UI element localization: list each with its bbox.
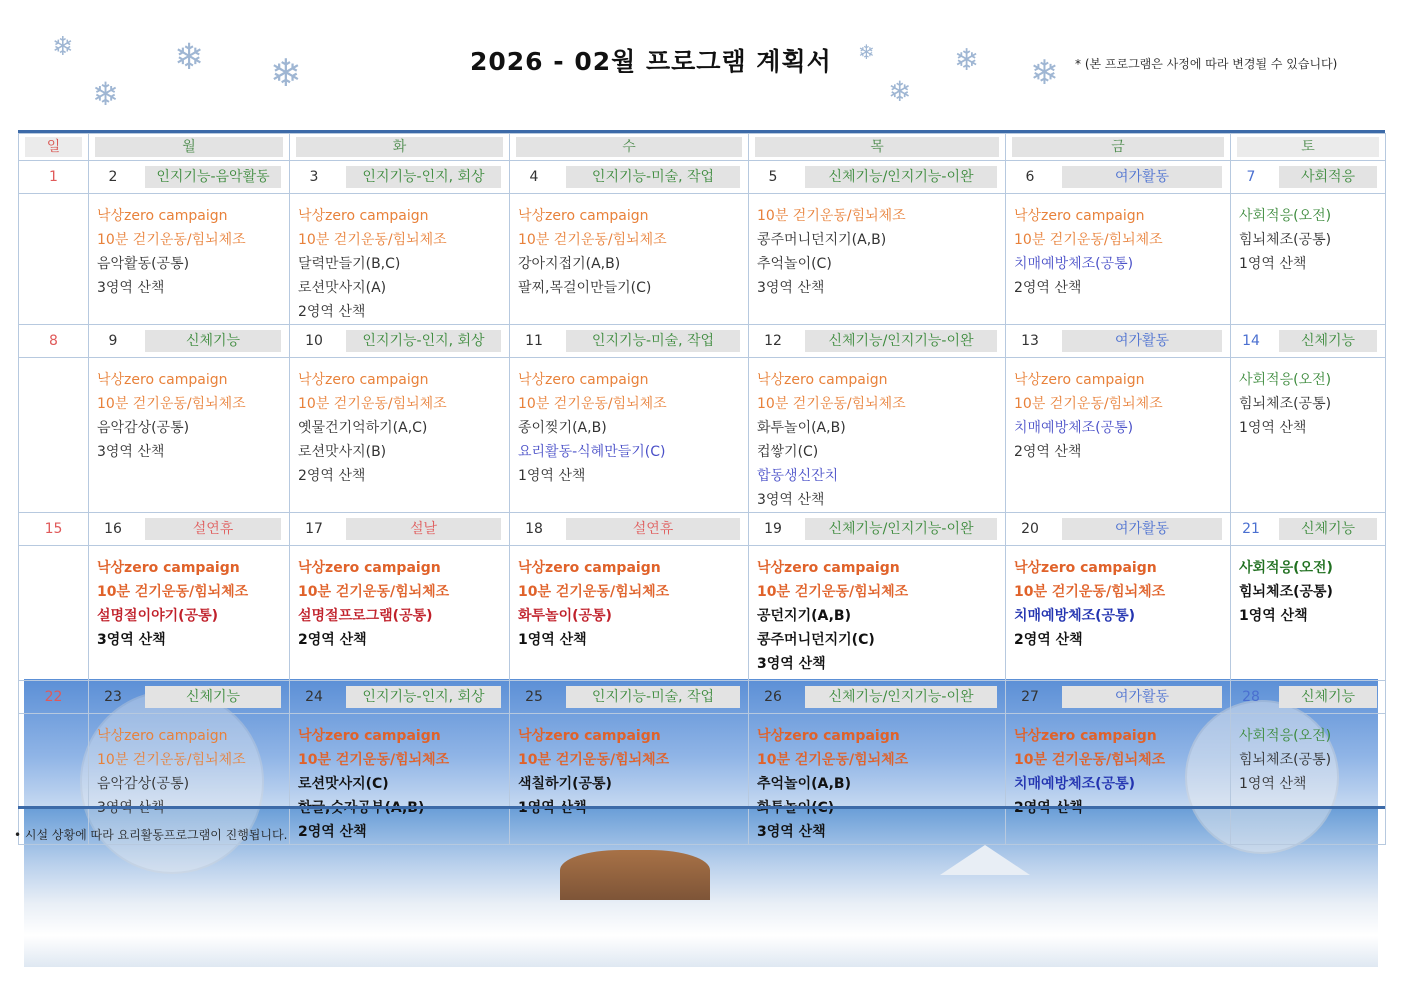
program-list — [749, 714, 1005, 844]
program-cell — [19, 358, 89, 513]
date-cell — [290, 161, 510, 194]
date-cell — [749, 513, 1006, 546]
program-cell — [510, 546, 749, 681]
date-row — [19, 681, 1386, 714]
program-item: 힘뇌체조(공통) — [1239, 584, 1333, 600]
date-number: 22 — [44, 689, 63, 705]
date-cell — [19, 161, 89, 194]
program-item: 낙상zero campaign — [97, 728, 228, 744]
program-list — [89, 714, 289, 820]
change-notice: * (본 프로그램은 사정에 따라 변경될 수 있습니다) — [1075, 57, 1338, 71]
date-cell — [290, 681, 510, 714]
category-label: 인지기능-미술, 작업 — [566, 166, 740, 188]
program-list — [1231, 194, 1385, 276]
program-item: 팔찌,목걸이만들기(C) — [518, 280, 652, 296]
weekday-header — [749, 134, 1006, 161]
weekday-header — [1006, 134, 1231, 161]
program-item: 색칠하기(공통) — [518, 776, 612, 792]
date-number: 1 — [49, 169, 58, 185]
snowflake-icon: ❄ — [888, 75, 912, 108]
date-cell — [749, 325, 1006, 358]
program-item: 10분 걷기운동/힘뇌체조 — [298, 752, 450, 768]
category-label: 인지기능-인지, 회상 — [346, 166, 501, 188]
category-label: 신체기능/인지기능-이완 — [805, 518, 997, 540]
snowflake-icon: ❄ — [174, 37, 205, 78]
program-item: 10분 걷기운동/힘뇌체조 — [757, 752, 909, 768]
program-row — [19, 546, 1386, 681]
program-list — [1231, 714, 1385, 796]
program-cell — [89, 714, 290, 845]
program-list — [510, 546, 748, 652]
program-item: 치매예방체조(공통) — [1014, 608, 1135, 624]
date-cell — [1231, 513, 1386, 546]
program-item: 3영역 산책 — [757, 280, 825, 296]
program-item: 강아지접기(A,B) — [518, 256, 621, 272]
program-item: 합동생신잔치 — [757, 468, 839, 484]
program-list — [510, 194, 748, 300]
date-number: 19 — [764, 521, 782, 537]
program-cell — [510, 358, 749, 513]
program-list — [1006, 546, 1230, 652]
weekday-label: 화 — [296, 137, 503, 157]
category-label: 신체기능 — [1279, 518, 1377, 540]
date-cell — [1006, 325, 1231, 358]
date-cell — [19, 513, 89, 546]
program-item: 화투놀이(A,B) — [757, 420, 846, 436]
program-cell — [19, 194, 89, 325]
program-row — [19, 358, 1386, 513]
program-item: 10분 걷기운동/힘뇌체조 — [97, 396, 246, 412]
date-row — [19, 513, 1386, 546]
program-cell — [749, 714, 1006, 845]
program-item: 10분 걷기운동/힘뇌체조 — [1014, 396, 1163, 412]
weekday-label: 일 — [25, 137, 82, 157]
date-number: 3 — [309, 169, 319, 185]
program-list — [1231, 358, 1385, 440]
program-list — [1006, 714, 1230, 820]
category-label: 인지기능-인지, 회상 — [346, 686, 501, 708]
category-label: 신체기능/인지기능-이완 — [805, 330, 997, 352]
date-cell — [1231, 161, 1386, 194]
program-item: 2영역 산책 — [298, 632, 367, 648]
date-cell — [510, 681, 749, 714]
date-cell — [89, 161, 290, 194]
program-list — [19, 358, 88, 368]
program-item: 10분 걷기운동/힘뇌체조 — [757, 584, 909, 600]
program-cell — [290, 546, 510, 681]
snowflake-icon: ❄ — [1030, 53, 1059, 93]
category-label: 신체기능 — [145, 686, 281, 708]
program-cell — [290, 714, 510, 845]
program-item: 10분 걷기운동/힘뇌체조 — [298, 232, 447, 248]
date-number: 26 — [764, 689, 782, 705]
program-list — [749, 194, 1005, 300]
program-item: 치매예방체조(공통) — [1014, 256, 1134, 272]
program-item: 힘뇌체조(공통) — [1239, 232, 1332, 248]
date-cell — [1006, 161, 1231, 194]
program-cell — [1006, 194, 1231, 325]
program-item: 1영역 산책 — [1239, 608, 1308, 624]
program-cell — [1006, 714, 1231, 845]
category-label: 설연휴 — [566, 518, 740, 540]
date-cell — [19, 681, 89, 714]
footnote: • 시설 상황에 따라 요리활동프로그램이 진행됩니다. — [14, 828, 288, 842]
program-item: 치매예방체조(공통) — [1014, 776, 1135, 792]
program-item: 낙상zero campaign — [518, 728, 661, 744]
category-label: 설날 — [346, 518, 501, 540]
program-cell — [1231, 714, 1386, 845]
program-item: 10분 걷기운동/힘뇌체조 — [97, 752, 246, 768]
date-cell — [89, 513, 290, 546]
program-item: 콩주머니던지기(C) — [757, 632, 875, 648]
program-cell — [749, 194, 1006, 325]
program-item: 2영역 산책 — [1014, 280, 1082, 296]
snowflake-icon: ❄ — [858, 40, 875, 64]
program-item: 음악활동(공통) — [97, 256, 190, 272]
program-item: 10분 걷기운동/힘뇌체조 — [518, 232, 667, 248]
program-item: 2영역 산책 — [298, 824, 367, 840]
program-item: 2영역 산책 — [298, 468, 366, 484]
program-item: 낙상zero campaign — [518, 560, 661, 576]
program-item: 설명절프로그램(공통) — [298, 608, 433, 624]
weekday-header — [1231, 134, 1386, 161]
program-row — [19, 194, 1386, 325]
program-item: 2영역 산책 — [1014, 632, 1083, 648]
date-number: 17 — [305, 521, 323, 537]
category-label: 신체기능 — [1279, 686, 1377, 708]
date-cell — [1006, 513, 1231, 546]
program-item: 3영역 산책 — [97, 444, 165, 460]
program-cell — [89, 194, 290, 325]
date-number: 11 — [525, 333, 543, 349]
category-label: 설연휴 — [145, 518, 281, 540]
program-list — [1006, 358, 1230, 464]
program-item: 사회적응(오전) — [1239, 728, 1332, 744]
date-number: 28 — [1242, 689, 1260, 705]
date-number: 21 — [1242, 521, 1260, 537]
program-item: 추억놀이(A,B) — [757, 776, 851, 792]
program-item: 낙상zero campaign — [1014, 208, 1145, 224]
date-cell — [749, 681, 1006, 714]
program-item: 낙상zero campaign — [757, 728, 900, 744]
program-cell — [1231, 546, 1386, 681]
program-item: 사회적응(오전) — [1239, 560, 1333, 576]
program-cell — [1231, 194, 1386, 325]
category-label: 여가활동 — [1062, 166, 1222, 188]
program-cell — [1006, 546, 1231, 681]
program-list — [290, 714, 509, 844]
weekday-header — [89, 134, 290, 161]
date-number: 7 — [1246, 169, 1256, 185]
program-item: 달력만들기(B,C) — [298, 256, 401, 272]
program-item: 옛물건기억하기(A,C) — [298, 420, 428, 436]
calendar-table — [18, 133, 1386, 845]
date-number: 4 — [529, 169, 539, 185]
program-item: 사회적응(오전) — [1239, 372, 1332, 388]
program-item: 10분 걷기운동/힘뇌체조 — [518, 396, 667, 412]
category-label: 여가활동 — [1062, 686, 1222, 708]
program-cell — [1006, 358, 1231, 513]
program-item: 공던지기(A,B) — [757, 608, 851, 624]
snowflake-icon: ❄ — [92, 75, 119, 113]
program-item: 음악감상(공통) — [97, 420, 190, 436]
program-list — [19, 546, 88, 556]
date-cell — [1006, 681, 1231, 714]
date-number: 6 — [1025, 169, 1035, 185]
program-item: 힘뇌체조(공통) — [1239, 396, 1332, 412]
program-item: 3영역 산책 — [97, 280, 165, 296]
date-number: 14 — [1242, 333, 1260, 349]
program-item: 추억놀이(C) — [757, 256, 832, 272]
program-list — [290, 358, 509, 488]
weekday-header — [510, 134, 749, 161]
category-label: 사회적응 — [1279, 166, 1377, 188]
weekday-header-row — [19, 134, 1386, 161]
date-number: 25 — [525, 689, 543, 705]
category-label: 인지기능-미술, 작업 — [566, 330, 740, 352]
program-item: 낙상zero campaign — [518, 208, 649, 224]
program-cell — [510, 194, 749, 325]
program-item: 낙상zero campaign — [757, 560, 900, 576]
snowflake-icon: ❄ — [270, 51, 302, 95]
program-cell — [749, 546, 1006, 681]
program-item: 3영역 산책 — [757, 492, 825, 508]
date-cell — [89, 325, 290, 358]
mountain-image — [940, 845, 1030, 875]
program-item: 요리활동-식혜만들기(C) — [518, 444, 666, 460]
program-cell — [89, 546, 290, 681]
program-cell — [510, 714, 749, 845]
program-list — [510, 358, 748, 488]
program-item: 3영역 산책 — [97, 632, 166, 648]
program-item: 낙상zero campaign — [1014, 560, 1157, 576]
program-item: 1영역 산책 — [518, 632, 587, 648]
date-number: 20 — [1021, 521, 1039, 537]
program-item: 1영역 산책 — [1239, 776, 1307, 792]
weekday-label: 목 — [755, 137, 999, 157]
program-item: 10분 걷기운동/힘뇌체조 — [1014, 232, 1163, 248]
tree-line-image — [560, 850, 710, 900]
program-cell — [89, 358, 290, 513]
program-item: 10분 걷기운동/힘뇌체조 — [298, 396, 447, 412]
program-item: 설명절이야기(공통) — [97, 608, 218, 624]
weekday-header — [19, 134, 89, 161]
program-item: 사회적응(오전) — [1239, 208, 1332, 224]
program-item: 화투놀이(공통) — [518, 608, 612, 624]
program-list — [290, 546, 509, 652]
date-cell — [19, 325, 89, 358]
date-cell — [510, 325, 749, 358]
program-cell — [290, 194, 510, 325]
program-cell — [1231, 358, 1386, 513]
program-list — [749, 358, 1005, 512]
program-list — [19, 714, 88, 724]
category-label: 신체기능 — [145, 330, 281, 352]
date-cell — [290, 325, 510, 358]
program-item: 10분 걷기운동/힘뇌체조 — [97, 232, 246, 248]
weekday-label: 토 — [1237, 137, 1379, 157]
category-label: 여가활동 — [1062, 330, 1222, 352]
program-item: 10분 걷기운동/힘뇌체조 — [757, 208, 906, 224]
program-item: 1영역 산책 — [1239, 256, 1307, 272]
program-item: 낙상zero campaign — [1014, 372, 1145, 388]
program-list — [89, 358, 289, 464]
program-row — [19, 714, 1386, 845]
program-item: 2영역 산책 — [1014, 444, 1082, 460]
category-label: 신체기능/인지기능-이완 — [805, 166, 997, 188]
date-number: 23 — [104, 689, 122, 705]
date-number: 13 — [1021, 333, 1039, 349]
program-list — [89, 546, 289, 652]
category-label: 인지기능-인지, 회상 — [346, 330, 501, 352]
category-label: 신체기능/인지기능-이완 — [805, 686, 997, 708]
program-item: 낙상zero campaign — [97, 208, 228, 224]
program-item: 낙상zero campaign — [97, 372, 228, 388]
program-list — [290, 194, 509, 324]
date-cell — [510, 513, 749, 546]
weekday-label: 월 — [95, 137, 283, 157]
program-item: 10분 걷기운동/힘뇌체조 — [97, 584, 249, 600]
program-item: 낙상zero campaign — [757, 372, 888, 388]
program-cell — [290, 358, 510, 513]
category-label: 신체기능 — [1279, 330, 1377, 352]
program-item: 1영역 산책 — [1239, 420, 1307, 436]
date-row — [19, 325, 1386, 358]
program-item: 1영역 산책 — [518, 468, 586, 484]
program-list — [19, 194, 88, 204]
program-item: 치매예방체조(공통) — [1014, 420, 1134, 436]
date-number: 2 — [108, 169, 118, 185]
category-label: 인지기능-음악활동 — [145, 166, 281, 188]
date-cell — [1231, 325, 1386, 358]
program-item: 낙상zero campaign — [298, 372, 429, 388]
date-number: 24 — [305, 689, 323, 705]
date-number: 9 — [108, 333, 118, 349]
category-label: 여가활동 — [1062, 518, 1222, 540]
page-title: 2026 - 02월 프로그램 계획서 — [470, 47, 832, 76]
date-number: 10 — [305, 333, 323, 349]
program-item: 콩주머니던지기(A,B) — [757, 232, 887, 248]
program-list — [1006, 194, 1230, 300]
program-item: 로션맛사지(A) — [298, 280, 387, 296]
program-item: 2영역 산책 — [298, 304, 366, 320]
date-cell — [510, 161, 749, 194]
program-item: 3영역 산책 — [757, 656, 826, 672]
weekday-label: 수 — [516, 137, 742, 157]
table-bottom-rule — [18, 806, 1385, 809]
date-number: 8 — [49, 333, 58, 349]
program-cell — [749, 358, 1006, 513]
program-list — [749, 546, 1005, 676]
program-list — [510, 714, 748, 820]
program-item: 10분 걷기운동/힘뇌체조 — [757, 396, 906, 412]
snowflake-icon: ❄ — [954, 43, 980, 78]
calendar-body — [19, 161, 1386, 845]
program-item: 로션맛사지(B) — [298, 444, 387, 460]
program-item: 10분 걷기운동/힘뇌체조 — [518, 584, 670, 600]
program-item: 음악감상(공통) — [97, 776, 190, 792]
category-label: 인지기능-미술, 작업 — [566, 686, 740, 708]
program-item: 10분 걷기운동/힘뇌체조 — [518, 752, 670, 768]
program-item: 10분 걷기운동/힘뇌체조 — [1014, 752, 1166, 768]
program-item: 낙상zero campaign — [97, 560, 240, 576]
program-item: 낙상zero campaign — [1014, 728, 1157, 744]
program-item: 낙상zero campaign — [298, 208, 429, 224]
program-item: 로션맛사지(C) — [298, 776, 389, 792]
program-item: 낙상zero campaign — [298, 728, 441, 744]
program-cell — [19, 546, 89, 681]
date-number: 12 — [764, 333, 782, 349]
date-cell — [1231, 681, 1386, 714]
date-number: 15 — [44, 521, 63, 537]
program-item: 힘뇌체조(공통) — [1239, 752, 1332, 768]
program-item: 10분 걷기운동/힘뇌체조 — [1014, 584, 1166, 600]
date-number: 27 — [1021, 689, 1039, 705]
program-item: 컵쌓기(C) — [757, 444, 819, 460]
program-list — [89, 194, 289, 300]
date-number: 16 — [104, 521, 122, 537]
program-list — [1231, 546, 1385, 628]
program-item: 10분 걷기운동/힘뇌체조 — [298, 584, 450, 600]
date-cell — [749, 161, 1006, 194]
date-cell — [290, 513, 510, 546]
date-cell — [89, 681, 290, 714]
program-item: 낙상zero campaign — [518, 372, 649, 388]
snowflake-icon: ❄ — [52, 32, 74, 62]
weekday-header — [290, 134, 510, 161]
date-row — [19, 161, 1386, 194]
program-cell — [19, 714, 89, 845]
date-number: 18 — [525, 521, 543, 537]
program-item: 종이찢기(A,B) — [518, 420, 607, 436]
program-item: 낙상zero campaign — [298, 560, 441, 576]
date-number: 5 — [768, 169, 778, 185]
program-item: 3영역 산책 — [757, 824, 826, 840]
weekday-label: 금 — [1012, 137, 1224, 157]
